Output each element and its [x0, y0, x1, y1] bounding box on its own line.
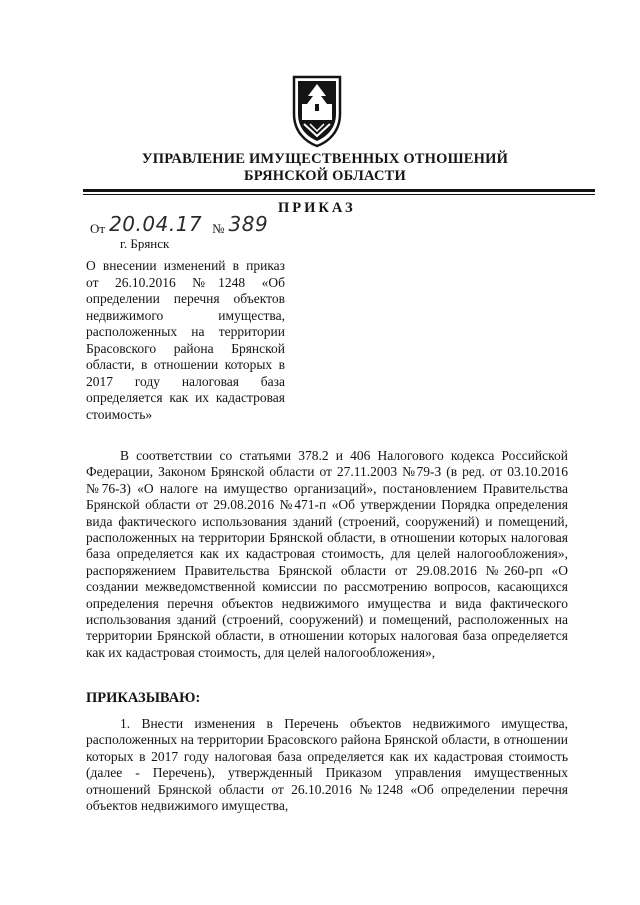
date-number-line [90, 212, 268, 238]
number-label: № [212, 221, 225, 236]
document-type-title: ПРИКАЗ [278, 200, 356, 216]
order-item-1: 1. Внести изменения в Перечень объектов недвижимого имущества, расположенных на территории Брасовского района Брянской области, в отношении которых в 2017 году налоговая база определяется как их кадастровая стоимость (далее - Перечень), утвержденный Приказом управления имущественных отношений Брянской области от 26.10.2016 №1248 «Об определении перечня объектов недвижимого имущества, [86, 716, 568, 814]
header-divider-thin [83, 194, 595, 195]
coat-of-arms-emblem [290, 74, 344, 148]
preamble-paragraph: В соответствии со статьями 378.2 и 406 Налогового кодекса Российской Федерации, Законом Брянской области от 27.11.2003 №79-З (в ред. от 03.10.2016 №76-З) «О налоге на имущество организаций», постановлением Правительства Брянской области от 29.08.2016 №471-п «Об утверждении Порядка определения вида фактического использования зданий (строений, сооружений) и помещений, расположенных на территории Брянской области, в отношении которых налоговая база определяется как их кадастровая стоимость, для целей налогообложения», распоряжением Правительства Брянской области от 29.08.2016 №260-рп «О создании межведомственной комиссии по рассмотрению вопросов, касающихся определения перечня объектов недвижимого имущества и вида фактического использования зданий (строений, сооружений) и помещений, расположенных на территории Брянской области, в отношении которых налоговая база определяется как их кадастровая стоимость, для целей налогообложения», [86, 448, 568, 660]
header-divider-thick [83, 189, 595, 192]
order-subject: О внесении изменений в приказ от 26.10.2016 №1248 «Об определении перечня объектов недвижимого имущества, расположенных на территории Брасовского района Брянской области, в отношении которых в 2017 году налоговая база определяется как их кадастровая стоимость» [86, 258, 285, 422]
handwritten-date: 20.04.17 [109, 212, 203, 236]
organization-name-line1: УПРАВЛЕНИЕ ИМУЩЕСТВЕННЫХ ОТНОШЕНИЙ [141, 151, 509, 167]
order-keyword: ПРИКАЗЫВАЮ: [86, 690, 201, 706]
organization-name-line2: БРЯНСКОЙ ОБЛАСТИ [244, 168, 406, 184]
date-label: От [90, 221, 106, 236]
organization-name [90, 151, 560, 185]
handwritten-number: 389 [228, 212, 269, 236]
city-name: г. Брянск [120, 236, 170, 251]
